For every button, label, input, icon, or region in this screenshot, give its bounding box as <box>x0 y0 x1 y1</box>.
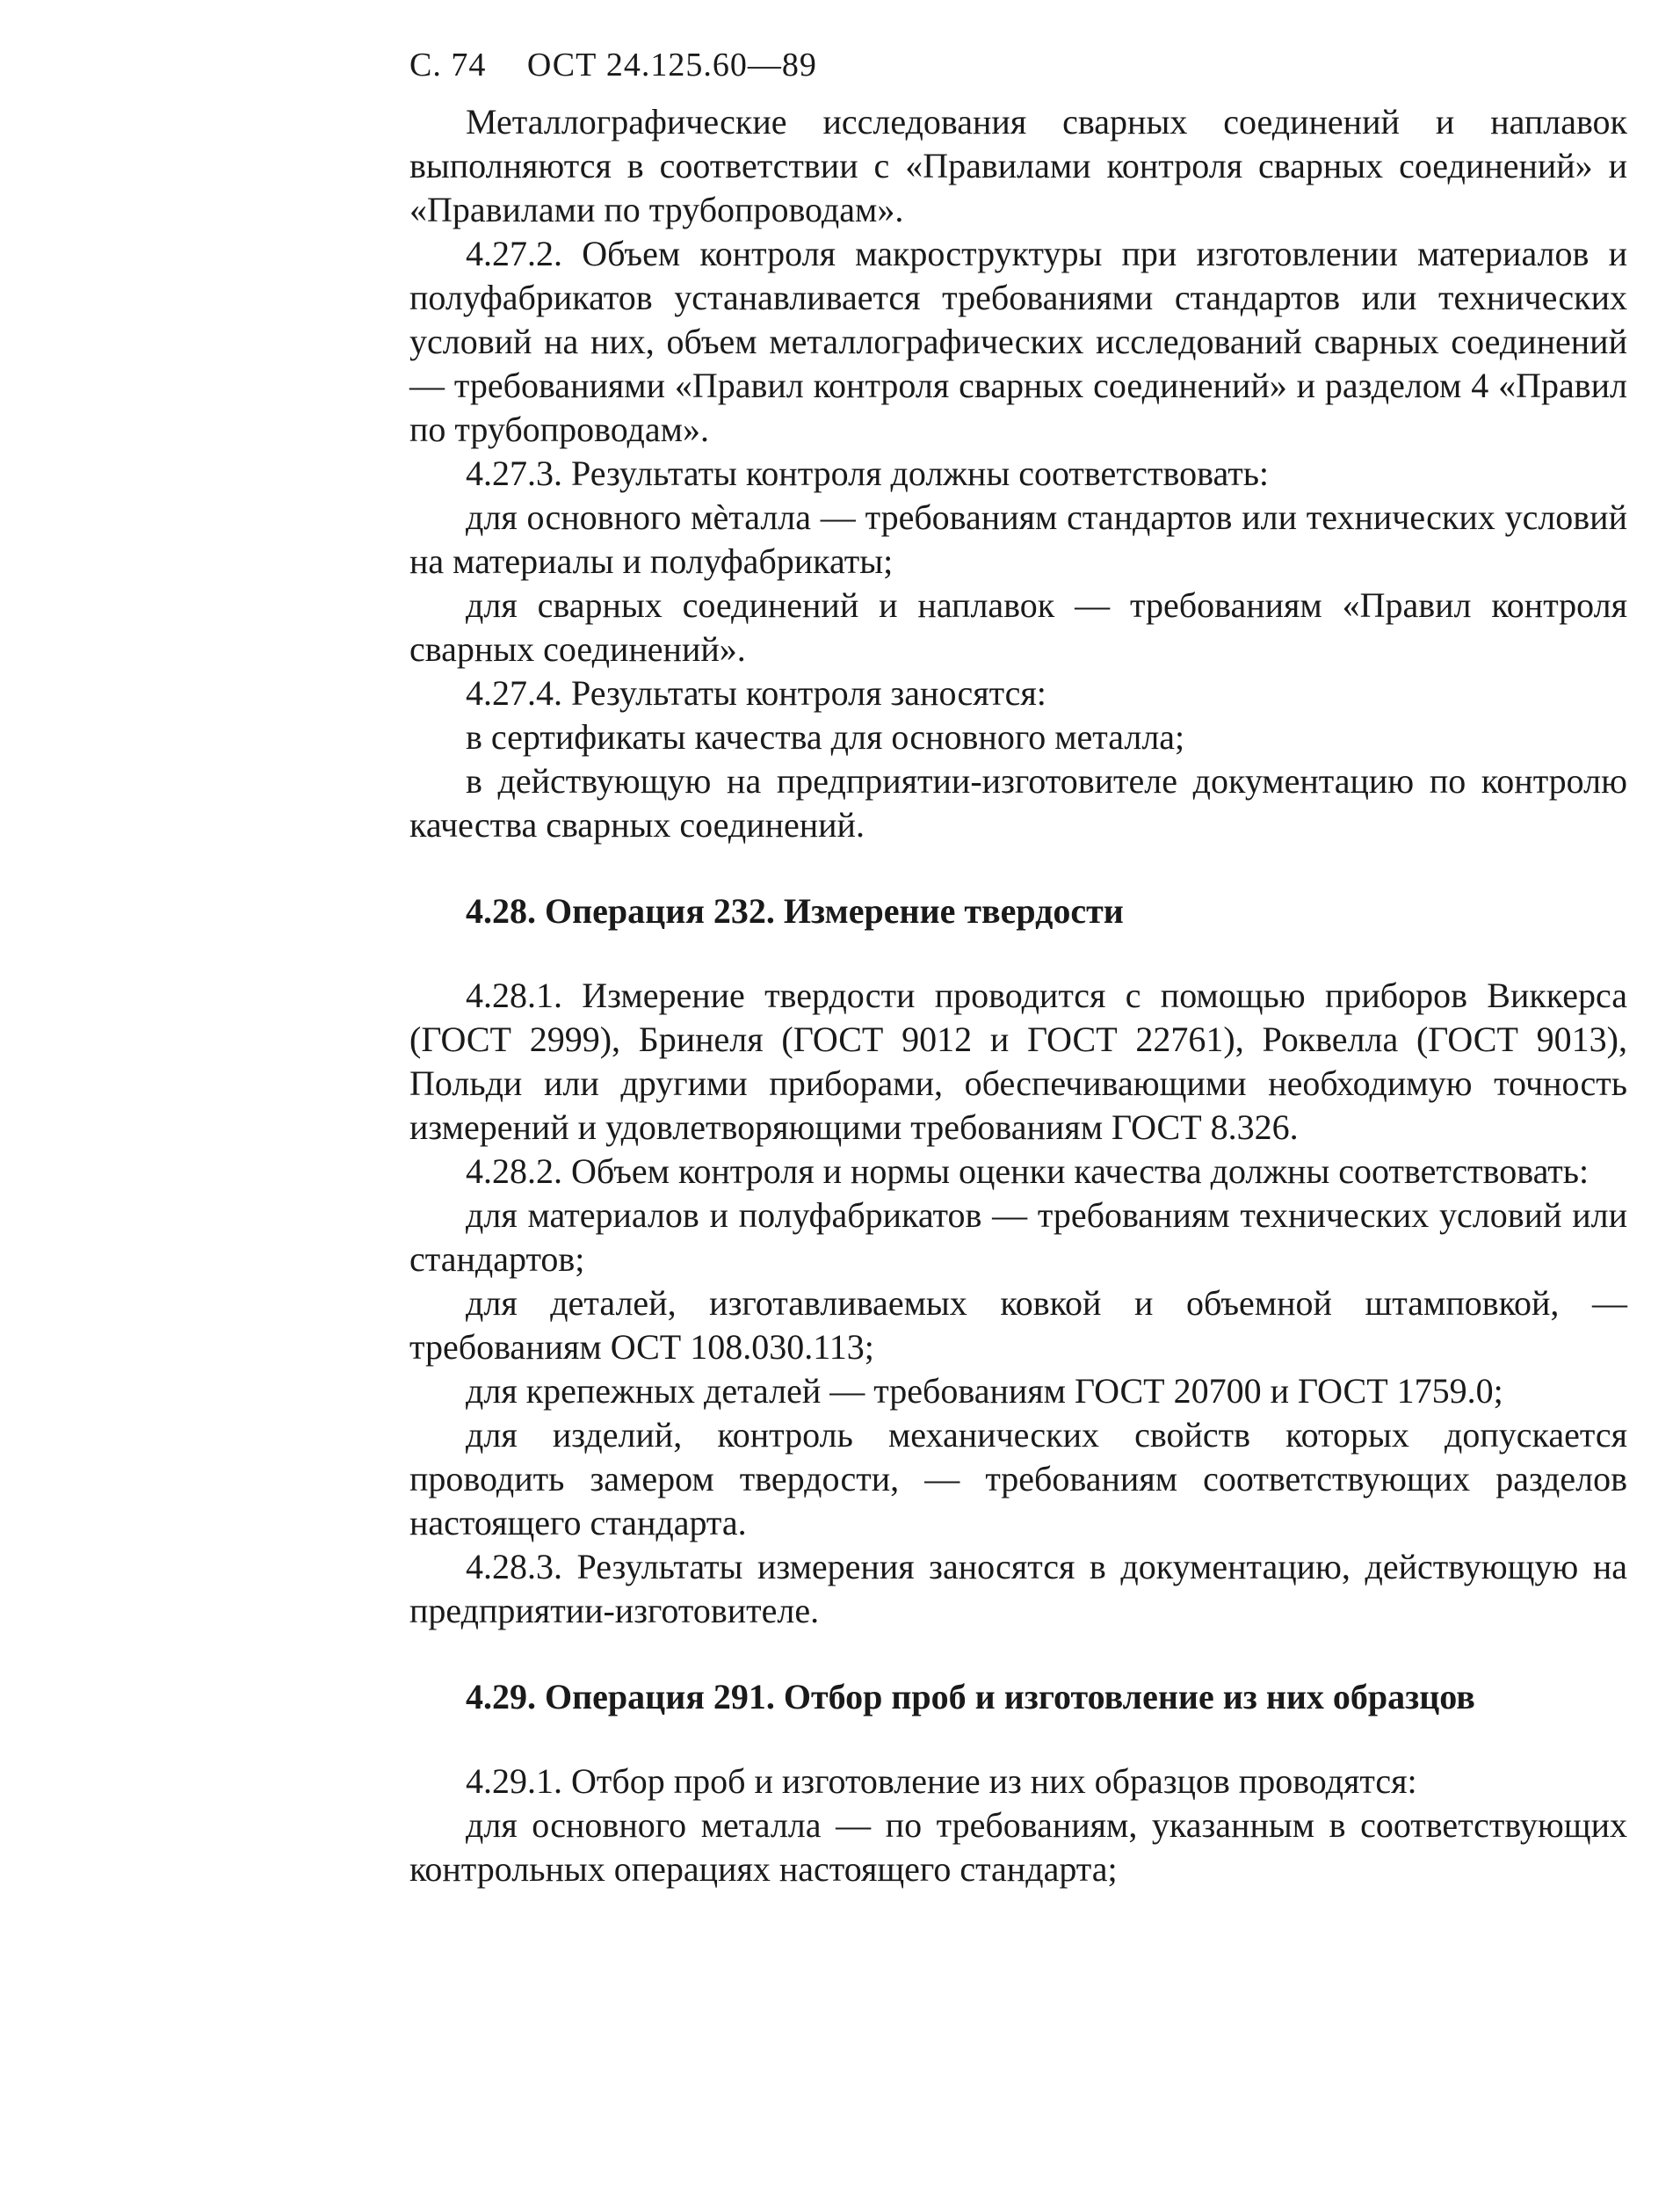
list-item: для материалов и полуфабрикатов — требованиям технических условий или стандартов; <box>409 1195 1627 1279</box>
list-item: для основного мèталла — требованиям стандартов или технических условий на материалы и полуфабрикаты; <box>409 497 1627 581</box>
paragraph-4-27-2: 4.27.2. Объем контроля макроструктуры при изготовлении материалов и полуфабрикатов устанавливается требованиями стандартов или технических условий на них, объем металлографических исследований сварных соединений — требованиями «Правил контроля сварных соединений» и разделом 4 «Правил по трубопроводам». <box>409 234 1627 449</box>
page-number: С. 74 <box>409 47 487 83</box>
section-heading-4-29: 4.29. Операция 291. Отбор проб и изготовление из них образцов <box>466 1677 1475 1716</box>
list-item: в действующую на предприятии-изготовителе документацию по контролю качества сварных соединений. <box>409 761 1627 845</box>
list-item: для основного металла — по требованиям, указанным в соответствующих контрольных операциях настоящего стандарта; <box>409 1805 1627 1889</box>
paragraph-intro: Металлографические исследования сварных соединений и наплавок выполняются в соответствии с «Правилами контроля сварных соединений» и «Правилами по трубопроводам». <box>409 102 1627 229</box>
paragraph-4-28-2: 4.28.2. Объем контроля и нормы оценки качества должны соответствовать: <box>466 1151 1589 1191</box>
paragraph-4-27-3: 4.27.3. Результаты контроля должны соответствовать: <box>466 454 1270 493</box>
section-4-29 <box>409 1760 1627 1891</box>
paragraph-4-27-4: 4.27.4. Результаты контроля заносятся: <box>466 673 1046 713</box>
paragraph-4-29-1: 4.29.1. Отбор проб и изготовление из них образцов проводятся: <box>466 1761 1417 1801</box>
section-heading-4-28: 4.28. Операция 232. Измерение твердости <box>466 891 1124 931</box>
list-item: для деталей, изготавливаемых ковкой и объемной штамповкой, — требованиям ОСТ 108.030.113; <box>409 1283 1627 1367</box>
list-item: в сертификаты качества для основного металла; <box>466 717 1185 757</box>
list-item: для изделий, контроль механических свойств которых допускается проводить замером твердости, — требованиям соответствующих разделов настоящего стандарта. <box>409 1415 1627 1542</box>
paragraph-4-28-1: 4.28.1. Измерение твердости проводится с помощью приборов Виккерса (ГОСТ 2999), Бринеля (ГОСТ 9012 и ГОСТ 22761), Роквелла (ГОСТ 9013), Польди или другими приборами, обеспечивающими необходимую точность измерений и удовлетворяющими требованиям ГОСТ 8.326. <box>409 976 1627 1147</box>
document-page <box>409 46 1627 1891</box>
section-4-28 <box>409 974 1627 1633</box>
paragraph-4-28-3: 4.28.3. Результаты измерения заносятся в документацию, действующую на предприятии-изготовителе. <box>409 1547 1627 1630</box>
page-header <box>409 46 1627 84</box>
standard-designation: ОСТ 24.125.60—89 <box>526 47 817 83</box>
list-item: для крепежных деталей — требованиям ГОСТ 20700 и ГОСТ 1759.0; <box>466 1371 1503 1411</box>
list-item: для сварных соединений и наплавок — требованиям «Правил контроля сварных соединений». <box>409 585 1627 669</box>
section-4-27 <box>409 100 1627 847</box>
